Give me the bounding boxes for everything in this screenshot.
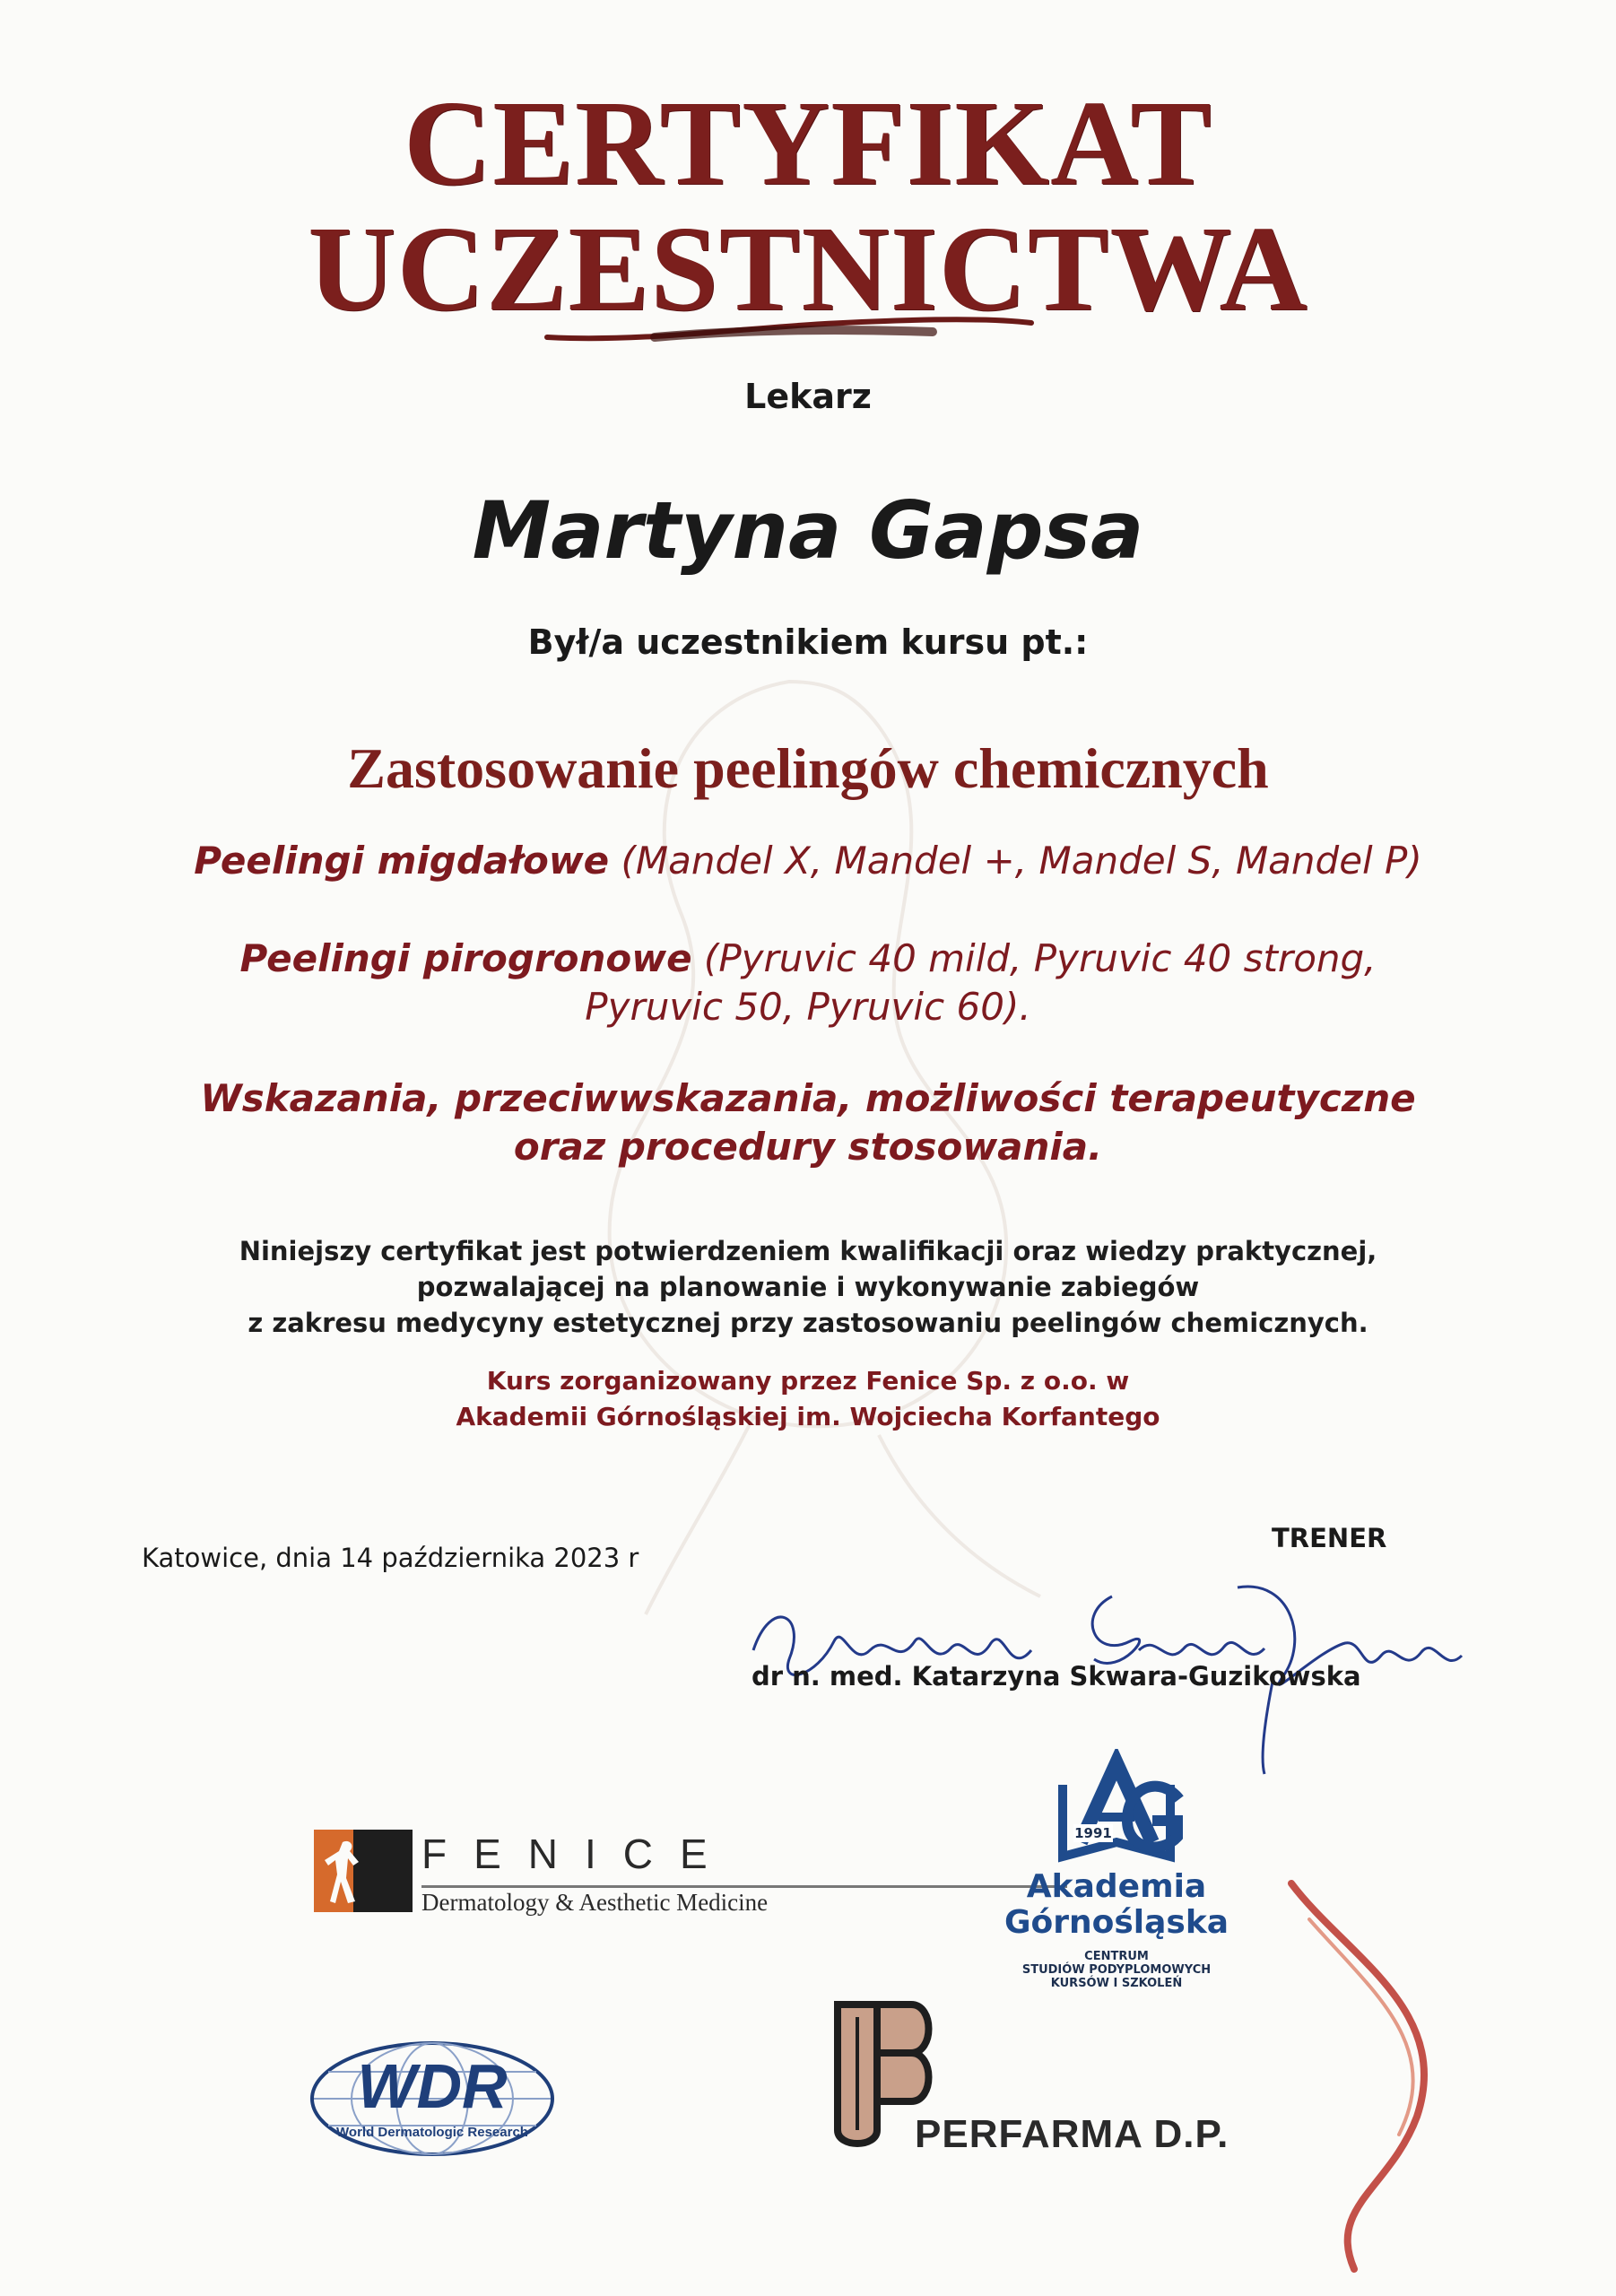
akademia-emblem-icon <box>1027 1749 1206 1866</box>
akademia-name-2: Górnośląska <box>1003 1904 1229 1941</box>
akademia-sub <box>995 1950 1238 1990</box>
wdr-abbr: WDR <box>357 2051 508 2121</box>
perfarma-name: PERFARMA D.P. <box>915 2112 1229 2156</box>
confirmation-line-3: z zakresu medycyny estetycznej przy zastosowaniu peelingów chemicznych. <box>248 1308 1368 1338</box>
organizer-line-2: Akademii Górnośląskiej im. Wojciecha Korfantego <box>456 1402 1160 1431</box>
place-date: Katowice, dnia 14 października 2023 r <box>142 1543 639 1573</box>
course-title: Zastosowanie peelingów chemicznych <box>347 736 1269 800</box>
course-line-pyruvic-rest-a: (Pyruvic 40 mild, Pyruvic 40 strong, <box>691 936 1377 980</box>
signature <box>735 1543 1471 1776</box>
course-line-pyruvic-rest-b: Pyruvic 50, Pyruvic 60). <box>585 985 1031 1029</box>
participation-text: Był/a uczestnikiem kursu pt.: <box>527 622 1089 662</box>
fenice-divider <box>421 1885 1067 1888</box>
organizer-line-1: Kurs zorganizowany przez Fenice Sp. z o.o. w <box>486 1366 1130 1396</box>
akademia-sub-3: KURSÓW I SZKOLEŃ <box>1050 1977 1183 1990</box>
course-line-pyruvic <box>0 935 1616 1031</box>
trainer-label: TRENER <box>1272 1523 1387 1553</box>
course-line-mandelic-rest: (Mandel X, Mandel +, Mandel S, Mandel P) <box>609 839 1422 883</box>
title-line-2: UCZESTNICTWA <box>308 202 1308 336</box>
certificate-title <box>0 76 1616 336</box>
akademia-logo <box>995 1749 1238 1990</box>
course-line-pyruvic-bold: Peelingi pirogronowe <box>239 936 692 980</box>
confirmation-paragraph <box>0 1233 1616 1341</box>
confirmation-line-2: pozwalającej na planowanie i wykonywanie zabiegów <box>416 1272 1200 1302</box>
perfarma-logo <box>825 1996 1291 2175</box>
akademia-year: 1991 <box>1074 1825 1112 1841</box>
trainer-name: dr n. med. Katarzyna Skwara-Guzikowska <box>752 1661 1361 1692</box>
organizer-note <box>0 1363 1616 1435</box>
course-line-mandelic <box>0 839 1616 883</box>
wdr-full: World Dermatologic Research <box>336 2125 528 2140</box>
fenice-figure-icon <box>323 1835 377 1907</box>
recipient-role: Lekarz <box>744 377 872 416</box>
recipient-name: Martyna Gapsa <box>472 484 1144 577</box>
course-line-indications <box>0 1074 1616 1171</box>
akademia-sub-2: STUDIÓW PODYPLOMOWYCH <box>1021 1963 1212 1977</box>
title-flourish <box>538 310 1040 346</box>
wdr-logo <box>307 2036 558 2161</box>
course-line-indications-a: Wskazania, przeciwwskazania, możliwości terapeutyczne <box>200 1076 1416 1120</box>
fenice-subtitle: Dermatology & Aesthetic Medicine <box>421 1889 769 1916</box>
course-line-indications-b: oraz procedury stosowania. <box>513 1125 1103 1169</box>
akademia-sub-1: CENTRUM <box>1084 1950 1149 1963</box>
decorative-swirl <box>1273 1866 1489 2278</box>
course-line-mandelic-bold: Peelingi migdałowe <box>194 839 610 883</box>
title-line-1: CERTYFIKAT <box>404 76 1212 211</box>
confirmation-line-1: Niniejszy certyfikat jest potwierdzeniem kwalifikacji oraz wiedzy praktycznej, <box>239 1236 1377 1266</box>
fenice-logo <box>314 1830 1085 1928</box>
fenice-name: FENICE <box>421 1831 734 1877</box>
akademia-name-1: Akademia <box>1026 1868 1207 1905</box>
